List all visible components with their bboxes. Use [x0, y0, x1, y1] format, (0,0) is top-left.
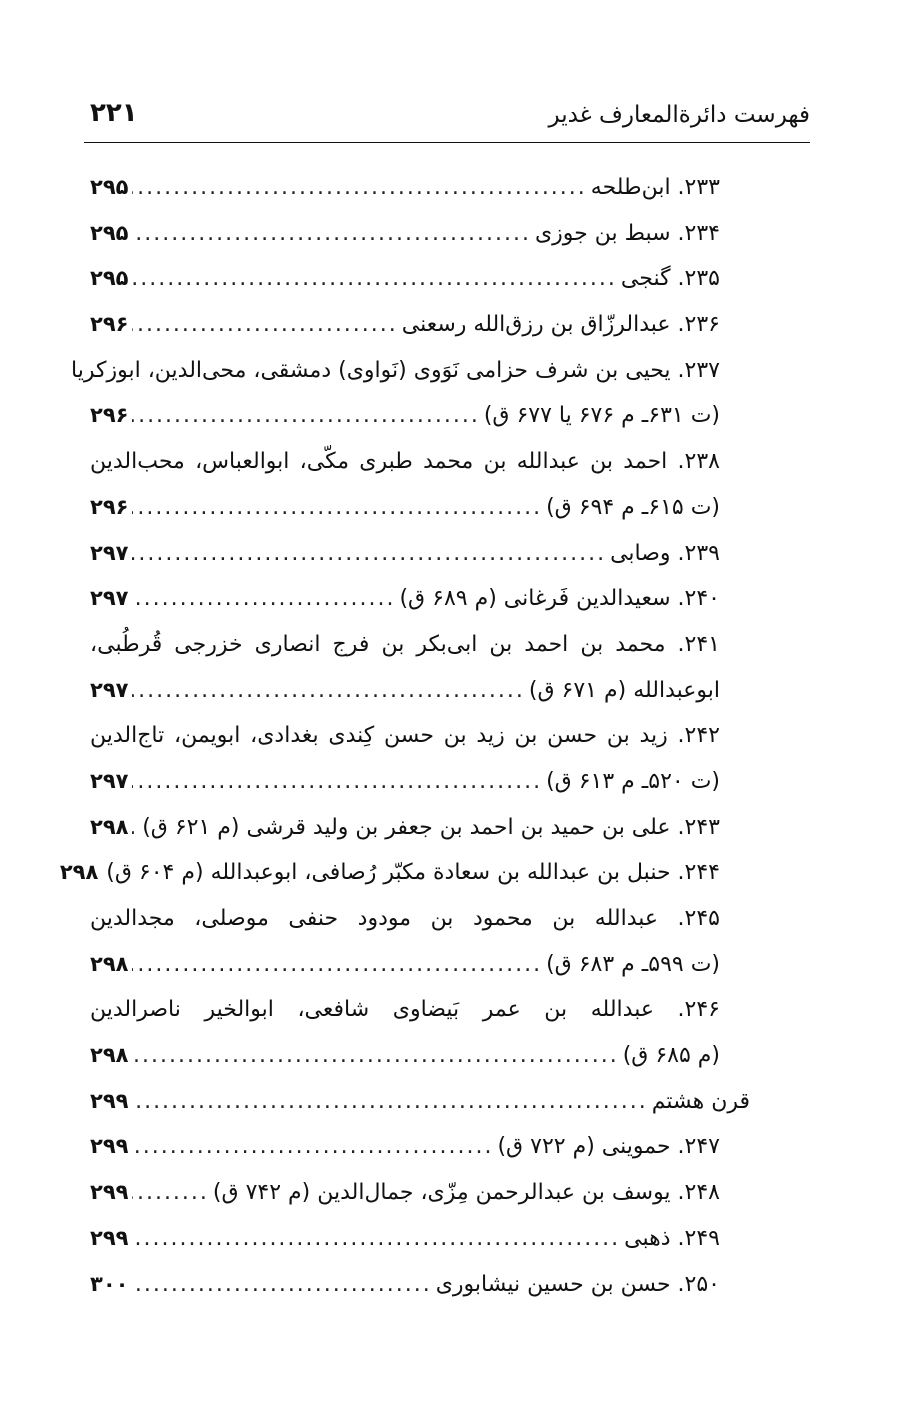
toc-entry	[90, 1033, 720, 1079]
toc-entry-title: ۲۳۹. وصابی	[610, 540, 720, 566]
toc-entry-title: ۲۴۴. حنبل بن عبدالله بن سعادة مکبّر رُصافی، ابوعبدالله (م ۶۰۴ ق)	[106, 860, 720, 886]
toc-entry-line	[90, 713, 720, 759]
section-title: قرن هشتم	[651, 1088, 750, 1114]
toc-entry-line	[90, 896, 720, 942]
toc-entry	[90, 942, 720, 988]
toc-page-number: ۲۹۹	[90, 1225, 129, 1250]
dot-leader	[132, 165, 586, 211]
toc-entry-title: ۲۳۶. عبدالرزّاق بن رزق‌الله رسعنی	[401, 312, 720, 338]
toc-page-number: ۲۹۸	[90, 814, 129, 839]
toc-entry-title: ۲۴۷. حموینی (م ۷۲۲ ق)	[497, 1134, 720, 1160]
dot-leader	[132, 256, 616, 302]
toc-page-number: ۲۹۷	[90, 540, 129, 565]
toc-entry-title: ۲۳۸. احمد بن عبدالله بن محمد طبری مکّی، ابوالعباس، محب‌الدین	[90, 449, 720, 475]
toc-entry-title: ۲۴۸. یوسف بن عبدالرحمن مِزّی، جمال‌الدین (م ۷۴۲ ق)	[212, 1180, 720, 1206]
toc-entry-title: ۲۳۳. ابن‌طلحه	[590, 175, 720, 200]
toc-entry-title: ۲۴۰. سعیدالدین فَرغانی (م ۶۸۹ ق)	[399, 586, 720, 612]
toc-page-number: ۲۹۸	[90, 1043, 129, 1068]
toc-entry	[90, 576, 720, 622]
toc-entry-line	[90, 439, 720, 485]
toc-page-number: ۲۹۵	[90, 220, 129, 245]
dot-leader	[132, 1033, 618, 1079]
toc-entry	[90, 485, 720, 531]
toc-entry-title: ابوعبدالله (م ۶۷۱ ق)	[528, 677, 720, 703]
toc-entry-title: ۲۴۶. عبدالله بن عمر بَیضاوی شافعی، ابوالخیر ناصرالدین	[90, 997, 720, 1023]
toc-entry	[90, 1216, 720, 1262]
toc-entry	[90, 1262, 720, 1308]
dot-leader	[132, 1079, 647, 1125]
toc-entry	[90, 1124, 720, 1170]
toc-entry-title: ۲۴۲. زید بن حسن بن زید بن حسن کِندی بغدادی، ابویمن، تاج‌الدین	[90, 723, 720, 749]
toc-page-number: ۲۹۹	[90, 1088, 129, 1113]
toc-page-number: ۲۹۸	[59, 860, 99, 885]
toc-entry	[90, 1170, 720, 1216]
header-divider	[84, 142, 810, 143]
toc-page-number: ۲۹۶	[90, 494, 129, 519]
toc-page-number: ۲۹۸	[90, 951, 129, 976]
toc-entry-title: ۲۳۷. یحیی بن شرف حزامی نَوَوی (نَواوی) دمشقی، محی‌الدین، ابوزکریا	[71, 357, 720, 383]
toc-entry-title: (ت ۶۱۵ـ م ۶۹۴ ق)	[546, 494, 720, 520]
toc-entry-line	[90, 987, 720, 1033]
dot-leader	[132, 531, 606, 577]
toc-entry-title: (ت ۵۲۰ـ م ۶۱۳ ق)	[546, 768, 720, 794]
dot-leader	[132, 942, 542, 988]
toc-entry-line	[90, 622, 720, 668]
toc-entry-title: ۲۳۵. گنجی	[620, 266, 720, 292]
toc-entry	[90, 759, 720, 805]
toc-page-number: ۲۹۵	[90, 266, 129, 291]
running-header	[84, 96, 810, 136]
toc-page-number: ۲۹۹	[90, 1134, 129, 1159]
toc-entry	[59, 850, 720, 896]
toc-entry-title: (م ۶۸۵ ق)	[622, 1043, 720, 1069]
toc-entry	[90, 668, 720, 714]
toc-entry	[90, 165, 720, 211]
toc-section-heading	[90, 1079, 750, 1125]
dot-leader	[132, 759, 542, 805]
toc-page-number: ۲۹۷	[90, 768, 129, 793]
toc-page-number: ۲۹۷	[90, 677, 129, 702]
dot-leader	[132, 668, 524, 714]
toc-entry-title: ۲۵۰. حسن بن حسین نیشابوری	[435, 1271, 720, 1297]
toc-entry	[90, 211, 720, 257]
toc-entry-title: (ت ۵۹۹ـ م ۶۸۳ ق)	[546, 951, 720, 977]
toc-page-number: ۲۹۹	[90, 1180, 129, 1205]
toc-entry	[90, 531, 720, 577]
running-header-title: فهرست دائرةالمعارف غدیر	[548, 102, 810, 128]
toc-page-number: ۲۹۶	[90, 403, 129, 428]
page-number: ۲۲۱	[90, 98, 138, 128]
dot-leader	[132, 485, 542, 531]
dot-leader	[132, 1216, 620, 1262]
toc-entry-title: ۲۴۵. عبدالله بن محمود بن مودود حنفی موصلی، مجدالدین	[90, 906, 720, 931]
toc-page-number: ۲۹۶	[90, 312, 129, 337]
toc-entry-title: ۲۴۳. علی بن حمید بن احمد بن جعفر بن ولید قرشی (م ۶۲۱ ق)	[142, 814, 720, 840]
dot-leader	[132, 1124, 493, 1170]
toc-page-number: ۳۰۰	[90, 1271, 129, 1296]
dot-leader	[132, 302, 397, 348]
toc-entry-title: ۲۴۹. ذهبی	[624, 1225, 720, 1251]
table-of-contents	[59, 165, 750, 1307]
toc-entry	[90, 393, 720, 439]
toc-entry-line	[71, 348, 720, 394]
dot-leader	[132, 1262, 431, 1308]
toc-entry-title: ۲۴۱. محمد بن احمد بن ابی‌بکر بن فرج انصاری خزرجی قُرطُبی،	[90, 631, 720, 657]
dot-leader	[132, 805, 138, 851]
dot-leader	[132, 576, 395, 622]
toc-entry	[90, 805, 720, 851]
dot-leader	[132, 1170, 208, 1216]
dot-leader	[132, 393, 479, 439]
toc-entry-title: ۲۳۴. سبط بن جوزی	[534, 220, 720, 246]
toc-page-number: ۲۹۷	[90, 586, 129, 611]
toc-entry	[90, 302, 720, 348]
toc-entry-title: (ت ۶۳۱ـ م ۶۷۶ یا ۶۷۷ ق)	[483, 403, 720, 429]
dot-leader	[132, 211, 530, 257]
toc-entry	[90, 256, 720, 302]
toc-page-number: ۲۹۵	[90, 175, 129, 199]
